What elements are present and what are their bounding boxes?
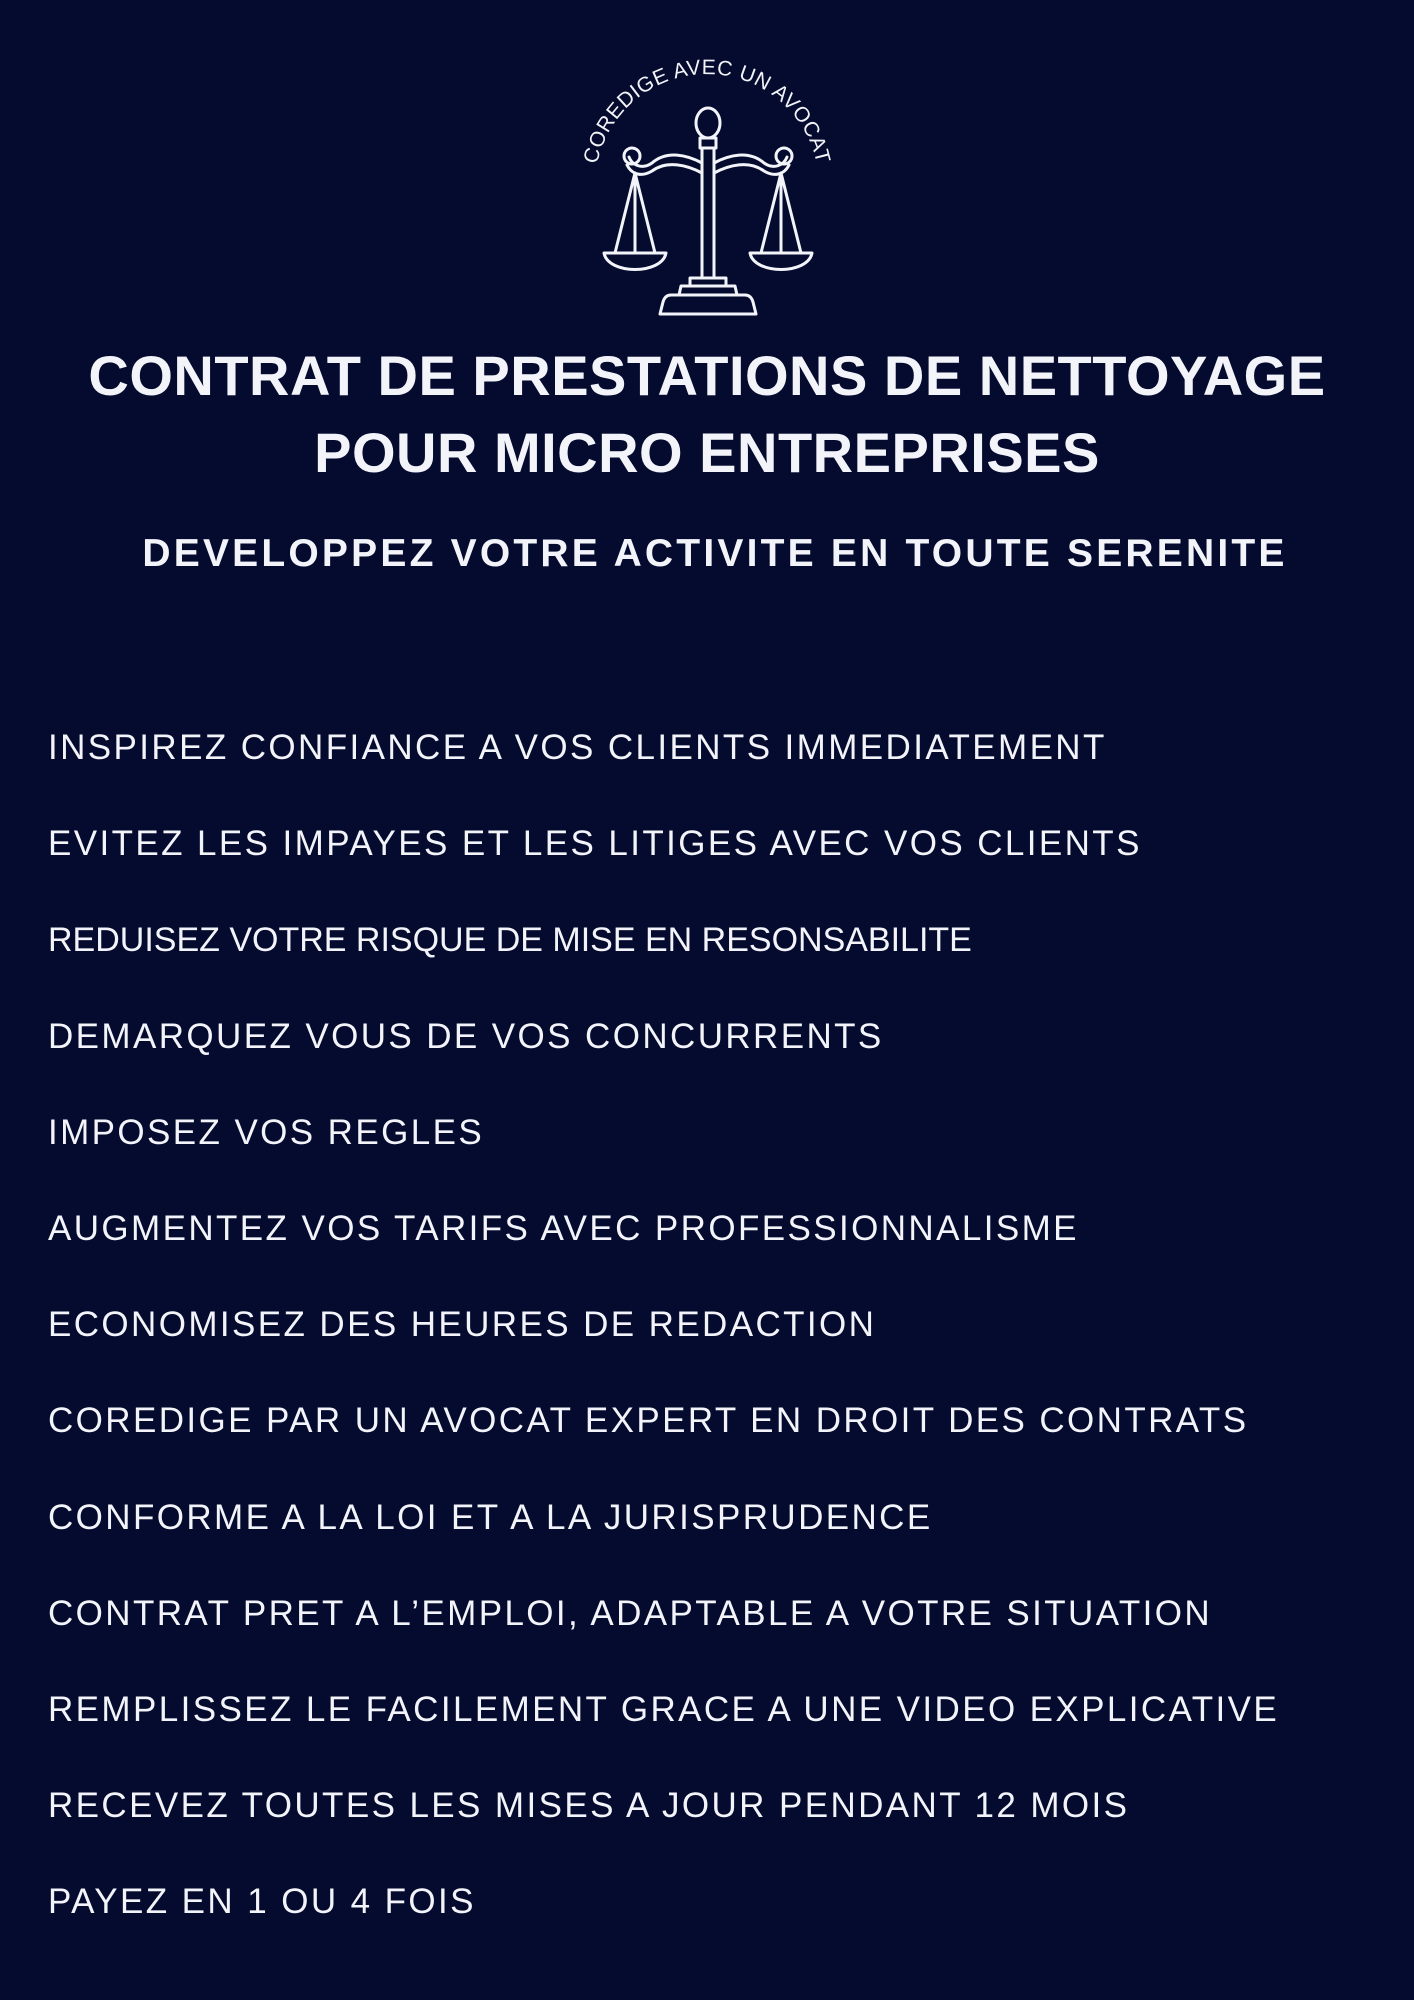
feature-item: ECONOMISEZ DES HEURES DE REDACTION bbox=[48, 1305, 877, 1345]
scales-of-justice-icon bbox=[557, 25, 857, 325]
page-title bbox=[0, 337, 1414, 491]
feature-item: INSPIREZ CONFIANCE A VOS CLIENTS IMMEDIATEMENT bbox=[48, 728, 1107, 767]
feature-item: REDUISEZ VOTRE RISQUE DE MISE EN RESONSABILITE bbox=[48, 921, 972, 960]
feature-item: CONTRAT PRET A L’EMPLOI, ADAPTABLE A VOTRE SITUATION bbox=[48, 1593, 1213, 1633]
title-line-2: POUR MICRO ENTREPRISES bbox=[314, 421, 1100, 484]
feature-item: CONFORME A LA LOI ET A LA JURISPRUDENCE bbox=[48, 1497, 933, 1537]
logo-arc-text: COREDIGE AVEC UN AVOCAT bbox=[579, 55, 835, 166]
feature-item: PAYEZ EN 1 OU 4 FOIS bbox=[48, 1882, 476, 1922]
feature-item: RECEVEZ TOUTES LES MISES A JOUR PENDANT 12 MOIS bbox=[48, 1786, 1130, 1826]
feature-item: IMPOSEZ VOS REGLES bbox=[48, 1112, 485, 1152]
feature-item: AUGMENTEZ VOS TARIFS AVEC PROFESSIONNALISME bbox=[48, 1208, 1079, 1248]
logo bbox=[557, 25, 857, 325]
features-list bbox=[48, 700, 1279, 1950]
page-subtitle: DEVELOPPEZ VOTRE ACTIVITE EN TOUTE SERENITE bbox=[142, 532, 1288, 575]
feature-item: COREDIGE PAR UN AVOCAT EXPERT EN DROIT DES CONTRATS bbox=[48, 1401, 1249, 1441]
feature-item: EVITEZ LES IMPAYES ET LES LITIGES AVEC VOS CLIENTS bbox=[48, 824, 1142, 864]
feature-item: REMPLISSEZ LE FACILEMENT GRACE A UNE VIDEO EXPLICATIVE bbox=[48, 1689, 1280, 1729]
title-line-1: CONTRAT DE PRESTATIONS DE NETTOYAGE bbox=[88, 344, 1326, 407]
feature-item: DEMARQUEZ VOUS DE VOS CONCURRENTS bbox=[48, 1016, 884, 1056]
